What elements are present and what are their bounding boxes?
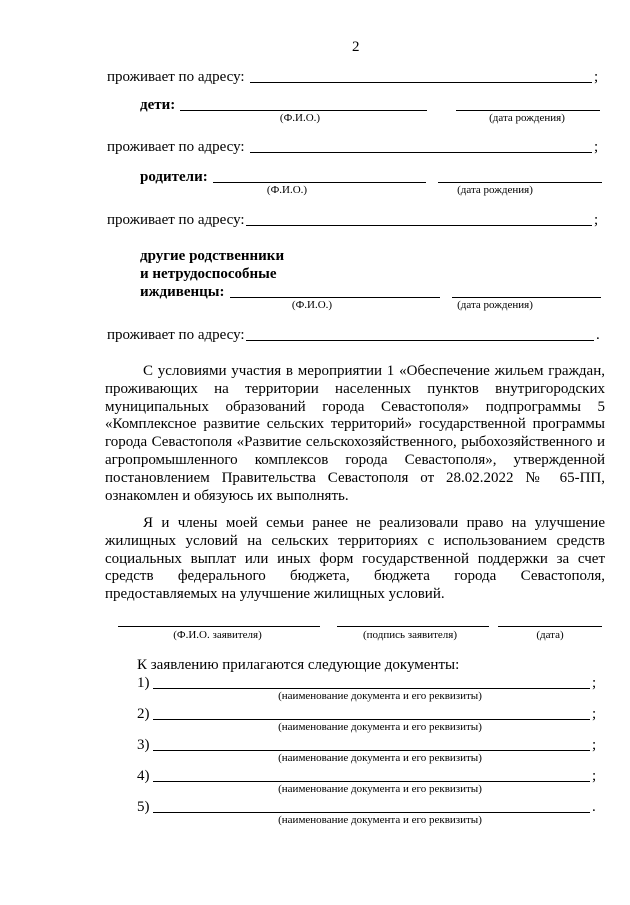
relatives-label-line2: и нетрудоспособные — [140, 266, 277, 282]
date-line[interactable] — [498, 626, 602, 627]
address-end-3: ; — [594, 212, 599, 228]
applicant-fio-caption: (Ф.И.О. заявителя) — [173, 629, 262, 641]
children-label: дети: — [140, 97, 176, 113]
attachment-end: . — [592, 799, 596, 815]
attachment-number: 5) — [137, 799, 150, 815]
address-line-2[interactable] — [250, 152, 592, 153]
attachment-number: 2) — [137, 706, 150, 722]
address-end-4: . — [596, 327, 600, 343]
attachments-intro: К заявлению прилагаются следующие документы: — [137, 657, 460, 673]
housing-paragraph — [105, 515, 605, 604]
children-dob-caption: (дата рождения) — [489, 112, 565, 124]
attachment-line[interactable] — [153, 812, 590, 813]
address-label-4: проживает по адресу: — [107, 327, 245, 343]
address-line-4[interactable] — [246, 340, 594, 341]
applicant-fio-line[interactable] — [118, 626, 320, 627]
relatives-label-line1: другие родственники — [140, 248, 285, 264]
attachment-line[interactable] — [153, 719, 590, 720]
parents-fio-caption: (Ф.И.О.) — [266, 184, 308, 196]
applicant-signature-line[interactable] — [337, 626, 489, 627]
children-dob-line[interactable] — [456, 110, 600, 111]
attachment-number: 4) — [137, 768, 150, 784]
attachment-end: ; — [592, 706, 597, 722]
conditions-paragraph-text: С условиями участия в мероприятии 1 «Обеспечение жильем граждан, проживающих на территории населенных пунктов внутригородских муниципальных образований города Севастополя» подпрограммы 5 «Комплексное развитие сельских территорий» государственной программы города Севастополя «Развитие сельскохозяйственного, рыбохозяйственного и агропромышленного комплексов города Севастополя», утвержденной постановлением Правительства Севастополя от 28.02.2022 № 65-ПП, ознакомлен и обязуюсь их выполнять. — [105, 363, 605, 504]
attachment-caption: (наименование документа и его реквизиты) — [278, 814, 482, 826]
attachment-caption: (наименование документа и его реквизиты) — [278, 752, 482, 764]
address-end-2: ; — [594, 139, 599, 155]
address-end-1: ; — [594, 69, 599, 85]
address-label-3: проживает по адресу: — [107, 212, 245, 228]
relatives-dob-line[interactable] — [452, 297, 601, 298]
parents-dob-line[interactable] — [438, 182, 602, 183]
date-caption: (дата) — [536, 629, 564, 641]
attachment-number: 3) — [137, 737, 150, 753]
attachment-number: 1) — [137, 675, 150, 691]
housing-paragraph-text: Я и члены моей семьи ранее не реализовали право на улучшение жилищных условий на сельских территориях с использованием средств социальных выплат или иных форм государственной поддержки за счет средств федерального бюджета, бюджета города Севастополя, предоставляемых на улучшение жилищных условий. — [105, 515, 605, 603]
page-number: 2 — [352, 39, 360, 55]
attachment-end: ; — [592, 737, 597, 753]
relatives-fio-caption: (Ф.И.О.) — [291, 299, 333, 311]
relatives-fio-line[interactable] — [230, 297, 440, 298]
relatives-dob-caption: (дата рождения) — [457, 299, 533, 311]
address-line-1[interactable] — [250, 82, 592, 83]
address-label-2: проживает по адресу: — [107, 139, 245, 155]
address-label-1: проживает по адресу: — [107, 69, 245, 85]
attachment-line[interactable] — [153, 688, 590, 689]
attachment-line[interactable] — [153, 781, 590, 782]
attachment-caption: (наименование документа и его реквизиты) — [278, 783, 482, 795]
attachment-end: ; — [592, 675, 597, 691]
address-line-3[interactable] — [246, 225, 592, 226]
relatives-label-line3: иждивенцы: — [140, 284, 225, 300]
attachment-caption: (наименование документа и его реквизиты) — [278, 721, 482, 733]
attachment-end: ; — [592, 768, 597, 784]
parents-fio-line[interactable] — [213, 182, 426, 183]
conditions-paragraph — [105, 363, 605, 505]
children-fio-line[interactable] — [180, 110, 427, 111]
children-fio-caption: (Ф.И.О.) — [279, 112, 321, 124]
parents-label: родители: — [140, 169, 208, 185]
attachment-line[interactable] — [153, 750, 590, 751]
parents-dob-caption: (дата рождения) — [457, 184, 533, 196]
attachment-caption: (наименование документа и его реквизиты) — [278, 690, 482, 702]
applicant-signature-caption: (подпись заявителя) — [362, 629, 458, 641]
